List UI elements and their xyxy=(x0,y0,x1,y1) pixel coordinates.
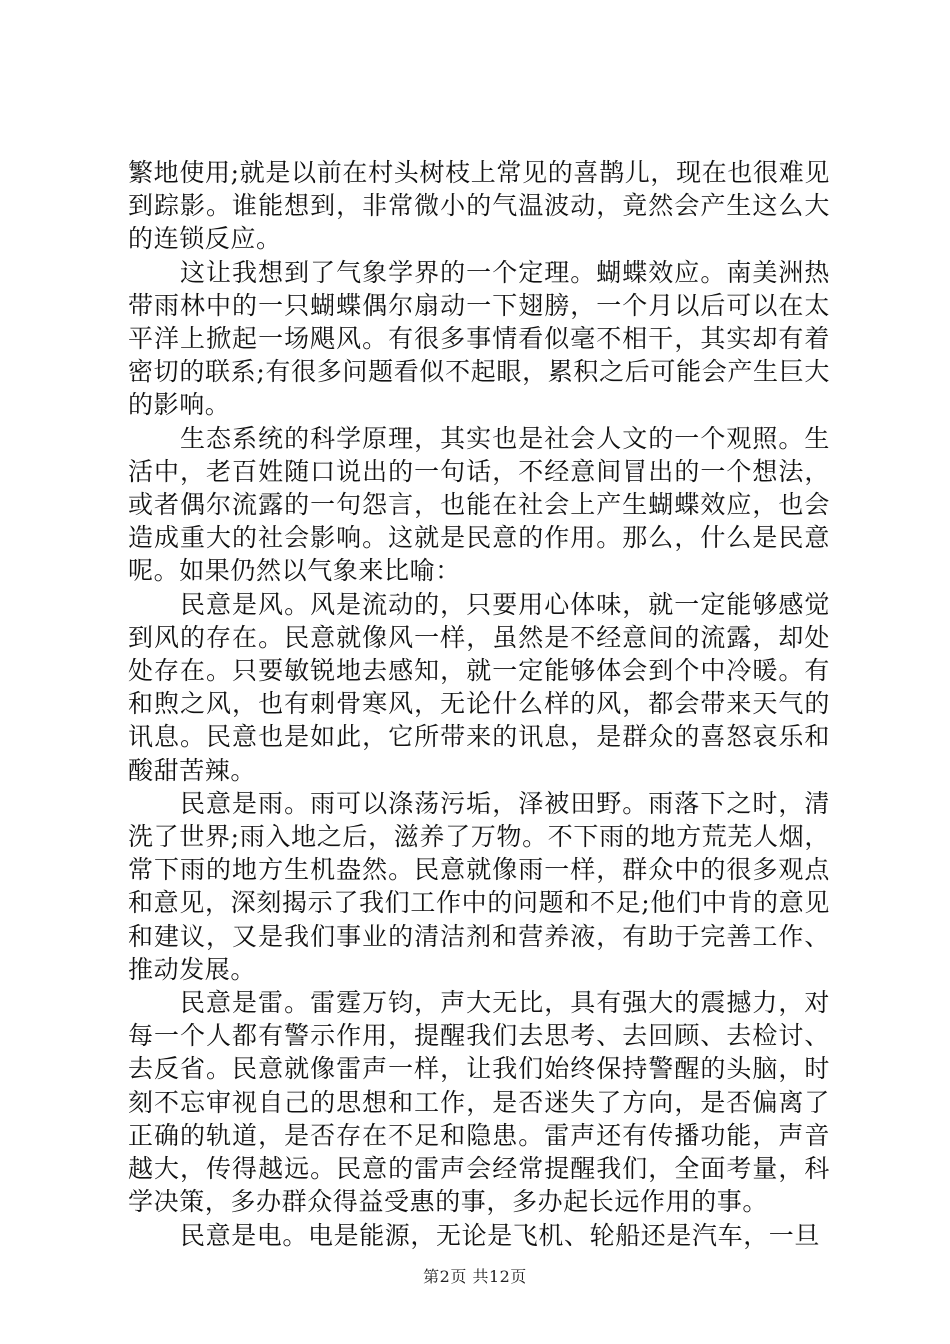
paragraph-4: 民意是风。风是流动的，只要用心体味，就一定能够感觉到风的存在。民意就像风一样，虽然是不经意间的流露，却处处存在。只要敏锐地去感知，就一定能够体会到个中冷暖。有和煦之风，也有刺骨寒风，无论什么样的风，都会带来天气的讯息。民意也是如此，它所带来的讯息，是群众的喜怒哀乐和酸甜苦辣。 xyxy=(128,589,830,785)
paragraph-7: 民意是电。电是能源，无论是飞机、轮船还是汽车，一旦 xyxy=(180,1220,821,1250)
document-body xyxy=(128,156,830,1252)
paragraph-6: 民意是雷。雷霆万钧，声大无比，具有强大的震撼力，对每一个人都有警示作用，提醒我们去思考、去回顾、去检讨、去反省。民意就像雷声一样，让我们始终保持警醒的头脑，时刻不忘审视自己的思想和工作，是否迷失了方向，是否偏离了正确的轨道，是否存在不足和隐患。雷声还有传播功能，声音越大，传得越远。民意的雷声会经常提醒我们，全面考量，科学决策，多办群众得益受惠的事，多办起长远作用的事。 xyxy=(128,988,830,1217)
paragraph-5: 民意是雨。雨可以涤荡污垢，泽被田野。雨落下之时，清洗了世界;雨入地之后，滋养了万物。不下雨的地方荒芜人烟，常下雨的地方生机盎然。民意就像雨一样，群众中的很多观点和意见，深刻揭示了我们工作中的问题和不足;他们中肯的意见和建议，又是我们事业的清洁剂和营养液，有助于完善工作、推动发展。 xyxy=(128,788,830,984)
paragraph-2: 这让我想到了气象学界的一个定理。蝴蝶效应。南美洲热带雨林中的一只蝴蝶偶尔扇动一下翅膀，一个月以后可以在太平洋上掀起一场飓风。有很多事情看似毫不相干，其实却有着密切的联系;有很多问题看似不起眼，累积之后可能会产生巨大的影响。 xyxy=(128,257,830,420)
paragraph-1: 繁地使用;就是以前在村头树枝上常见的喜鹊儿，现在也很难见到踪影。谁能想到，非常微小的气温波动，竟然会产生这么大的连锁反应。 xyxy=(128,158,830,254)
page-number-footer: 第2页 共12页 xyxy=(423,1267,527,1286)
paragraph-3: 生态系统的科学原理，其实也是社会人文的一个观照。生活中，老百姓随口说出的一句话，不经意间冒出的一个想法，或者偶尔流露的一句怨言，也能在社会上产生蝴蝶效应，也会造成重大的社会影响。这就是民意的作用。那么，什么是民意呢。如果仍然以气象来比喻： xyxy=(128,423,830,586)
